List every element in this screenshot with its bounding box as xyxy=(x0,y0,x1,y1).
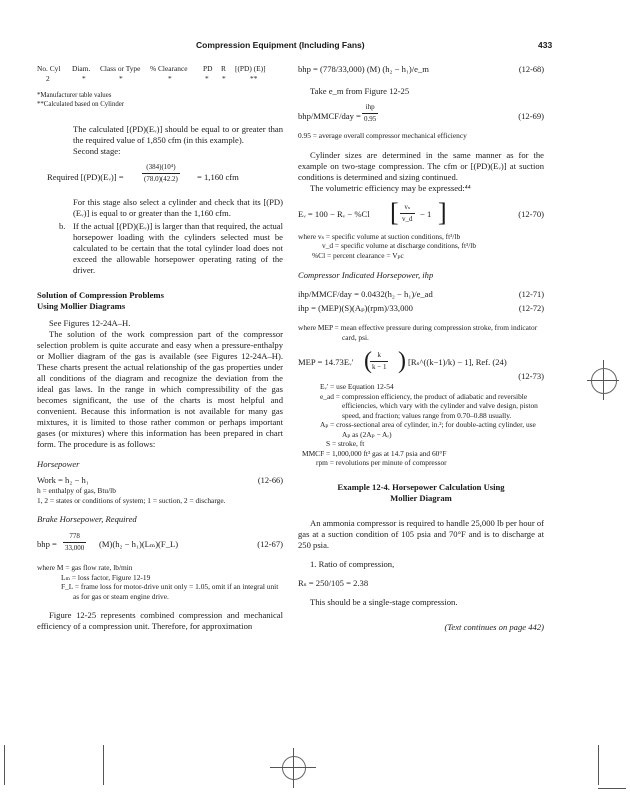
equation-12-71 xyxy=(298,289,544,301)
equation: ihp/MMCF/day = 0.0432(h₂ − h₁)/e_ad xyxy=(298,289,433,299)
crop-mark xyxy=(103,745,104,785)
definition: rpm = revolutions per minute of compressor xyxy=(316,458,447,467)
paragraph: The calculated [(PD)(Eᵥ)] should be equal to or greater than the required value of 1,850 cfm (in this example). xyxy=(73,124,283,145)
paragraph: For this stage also select a cylinder and check that its [(PD)(Eᵥ)] is equal to or greater than the 1,160 cfm. xyxy=(73,197,283,218)
table-cell: 2 xyxy=(46,74,50,83)
right-bracket: ] xyxy=(438,197,447,227)
equation-number: (12-67) xyxy=(257,539,283,549)
definition: F_L = frame loss for motor-drive unit only = 1.05, omit if an integral unit as for gas or steam engine drive. xyxy=(61,582,279,601)
table-cell: ** xyxy=(250,74,258,83)
cylinder-table xyxy=(37,64,283,86)
left-bracket: [ xyxy=(390,197,399,227)
list-item xyxy=(59,221,283,276)
page-number: 433 xyxy=(538,40,553,50)
definition: Eᵥ′ = use Equation 12-54 xyxy=(320,382,394,391)
table-header-cell: Diam. xyxy=(72,64,91,73)
equation-number: (12-71) xyxy=(518,290,544,299)
subheading: Horsepower xyxy=(37,459,80,469)
example-heading: Mollier Diagram xyxy=(390,492,452,503)
equation-12-69 xyxy=(298,101,544,129)
list-text: If the actual [(PD)(Eᵥ)] is larger than that required, the actual horsepower loading with the cylinders selected must be calculated to be certain that the total cylinder load does not exceed the allowable horsepower operating rating of the driver. xyxy=(73,221,283,275)
definition: 1, 2 = states or conditions of system; 1 = suction, 2 = discharge. xyxy=(37,495,226,505)
denominator: v_d xyxy=(402,214,413,223)
paragraph: This should be a single-stage compression. xyxy=(310,596,458,607)
equation-bhp xyxy=(37,529,283,561)
paragraph: See Figures 12-24A–H. xyxy=(49,318,131,328)
paragraph: 1. Ratio of compression, xyxy=(310,558,395,569)
equation-12-68 xyxy=(298,64,544,76)
equation-12-73 xyxy=(298,346,544,380)
definition: h = enthalpy of gas, Btu/lb xyxy=(37,486,116,495)
definition: where vₛ = specific volume at suction conditions, ft³/lb xyxy=(298,231,461,241)
equation: Work = h₂ − h₁ xyxy=(37,475,89,485)
paragraph: The volumetric efficiency may be expressed:⁴⁴ xyxy=(310,182,471,193)
definition: Aₚ = cross-sectional area of cylinder, in.²; for double-acting cylinder, use Aₚ as (2Aₚ − Aᵣ) xyxy=(320,420,536,439)
denominator: k − 1 xyxy=(372,363,387,371)
registration-mark xyxy=(591,368,617,394)
numerator: k xyxy=(370,350,388,362)
equation-number: (12-72) xyxy=(518,304,544,313)
paragraph: An ammonia compressor is required to handle 25,000 lb per hour of gas at a suction condition of 105 psia and 70°F and is to discharge at 250 psia. xyxy=(298,517,544,550)
section-heading: Using Mollier Diagrams xyxy=(37,301,126,311)
fraction xyxy=(142,162,180,185)
table-header-cell: No. Cyl xyxy=(37,64,61,73)
equation-number: (12-73) xyxy=(518,371,544,381)
paragraph: Take e_m from Figure 12-25 xyxy=(310,86,410,96)
equation-12-72 xyxy=(298,303,544,315)
equation-number: (12-70) xyxy=(518,208,544,219)
table-cell: * xyxy=(119,74,123,83)
table-cell: * xyxy=(168,74,172,83)
equation-lhs: MEP = 14.73Eᵥ′ xyxy=(298,357,354,367)
paragraph: Figure 12-25 represents combined compression and mechanical efficiency of a compression unit. Therefore, for approximation xyxy=(37,610,283,631)
equation-12-70 xyxy=(298,198,544,232)
example-heading: Example 12-4. Horsepower Calculation Using xyxy=(337,481,505,492)
registration-mark xyxy=(282,756,306,780)
definition: where MEP = mean effective pressure during compression stroke, from indicator card, psi. xyxy=(298,323,538,342)
equation-lhs: Eᵥ = 100 − Rᵥ − %Cl xyxy=(298,208,370,219)
equation: Rₛ = 250/105 = 2.38 xyxy=(298,577,369,588)
equation-rhs: [Rₛ^((k−1)/k) − 1], Ref. (24) xyxy=(408,357,507,367)
fraction xyxy=(63,531,86,554)
equation-rhs: (M)(h₂ − h₁)(Lₘ)(F_L) xyxy=(99,539,179,549)
definition: MMCF = 1,000,000 ft³ gas at 14.7 psia and 60°F xyxy=(302,448,447,458)
left-paren: ( xyxy=(364,348,372,374)
numerator: (384)(10⁴) xyxy=(142,162,180,174)
section-heading: Solution of Compression Problems xyxy=(37,290,164,300)
equation-number: (12-69) xyxy=(518,111,544,121)
definition: 0.95 = average overall compressor mechanical efficiency xyxy=(298,131,467,140)
continuation-note: (Text continues on page 442) xyxy=(444,621,544,632)
numerator: vₛ xyxy=(400,202,415,214)
fraction xyxy=(400,202,415,225)
paragraph: Cylinder sizes are determined in the same manner as for the example on two-stage compression. The cfm or [(PD)(Eᵥ)] at suction conditions is determined and sizing continued. xyxy=(298,149,544,182)
equation-work xyxy=(37,475,283,486)
table-header-cell: Class or Type xyxy=(100,64,141,73)
subheading: Brake Horsepower, Required xyxy=(37,514,137,524)
fraction xyxy=(370,350,388,373)
table-header-cell: R xyxy=(221,64,226,73)
denominator: 0.95 xyxy=(364,115,377,123)
definition: v_d = specific volume at discharge conditions, ft³/lb xyxy=(322,241,477,250)
table-cell: * xyxy=(205,74,209,83)
definition: %Cl = percent clearance = Vₚc xyxy=(312,250,404,260)
equation-lhs: bhp/MMCF/day = xyxy=(298,111,361,121)
definition: S = stroke, ft xyxy=(326,439,365,448)
list-label: b. xyxy=(59,221,66,231)
denominator: (78.0)(42.2) xyxy=(144,175,178,183)
numerator: ihp xyxy=(362,102,378,114)
paragraph: The solution of the work compression part of the compressor selection problem is quite accurate and easy when a pressure-enthalpy or Mollier diagram of the gas is available (see Figures 12-24A–H). These charts present the actual relationship of the gas properties under all conditions of the diagram and recognize the deviation from the ideal gas laws. In the range in which compressibility of the gas becomes significant, the use of the charts is most helpful and convenient. Because this information is not available for many gas mixtures, it is limited to those rather common or perhaps important gases (or mixtures) where this information has been prepared in chart form. The procedure is as follows: xyxy=(37,329,283,449)
right-paren: ) xyxy=(398,348,406,374)
crop-mark xyxy=(598,745,599,785)
equation-rhs: − 1 xyxy=(420,208,432,219)
equation-number: (12-66) xyxy=(257,476,283,485)
crop-mark xyxy=(587,380,619,381)
crop-mark xyxy=(598,788,626,789)
table-header-cell: PD xyxy=(203,64,213,73)
equation-rhs: = 1,160 cfm xyxy=(197,172,239,182)
equation-lhs: bhp = xyxy=(37,539,57,549)
crop-mark xyxy=(270,767,316,768)
running-header-title: Compression Equipment (Including Fans) xyxy=(196,40,365,50)
equation: ihp = (MEP)(S)(Aₚ)(rpm)/33,000 xyxy=(298,303,413,313)
footnote: *Manufacturer table values xyxy=(37,92,112,99)
table-cell: * xyxy=(222,74,226,83)
definition: e_ad = compression efficiency, the product of adiabatic and reversible efficiencies, which vary with the cylinder and valve design, piston speed, and fraction; values range from 0.70–0.88 usually. xyxy=(320,391,538,420)
paragraph: Second stage: xyxy=(73,146,121,156)
crop-mark xyxy=(4,745,5,785)
equation-lhs: Required [(PD)(Eᵥ)] = xyxy=(47,172,124,182)
table-header-cell: % Clearance xyxy=(150,64,188,73)
definition: Lₘ = loss factor, Figure 12-19 xyxy=(61,572,151,582)
footnote: **Calculated based on Cylinder xyxy=(37,101,125,108)
equation: bhp = (778/33,000) (M) (h₂ − h₁)/e_m xyxy=(298,64,429,74)
subheading: Compressor Indicated Horsepower, ihp xyxy=(298,270,434,280)
crop-mark xyxy=(293,748,294,788)
fraction xyxy=(362,102,378,125)
right-column xyxy=(298,64,544,633)
numerator: 778 xyxy=(63,531,86,543)
left-column xyxy=(37,64,283,632)
denominator: 33,000 xyxy=(65,544,85,552)
table-cell: * xyxy=(82,74,86,83)
equation-number: (12-68) xyxy=(518,65,544,74)
table-header-cell: [(PD) (E)] xyxy=(235,64,266,73)
equation-required-pd xyxy=(47,161,283,195)
definition: where M = gas flow rate, lb/min xyxy=(37,563,133,572)
